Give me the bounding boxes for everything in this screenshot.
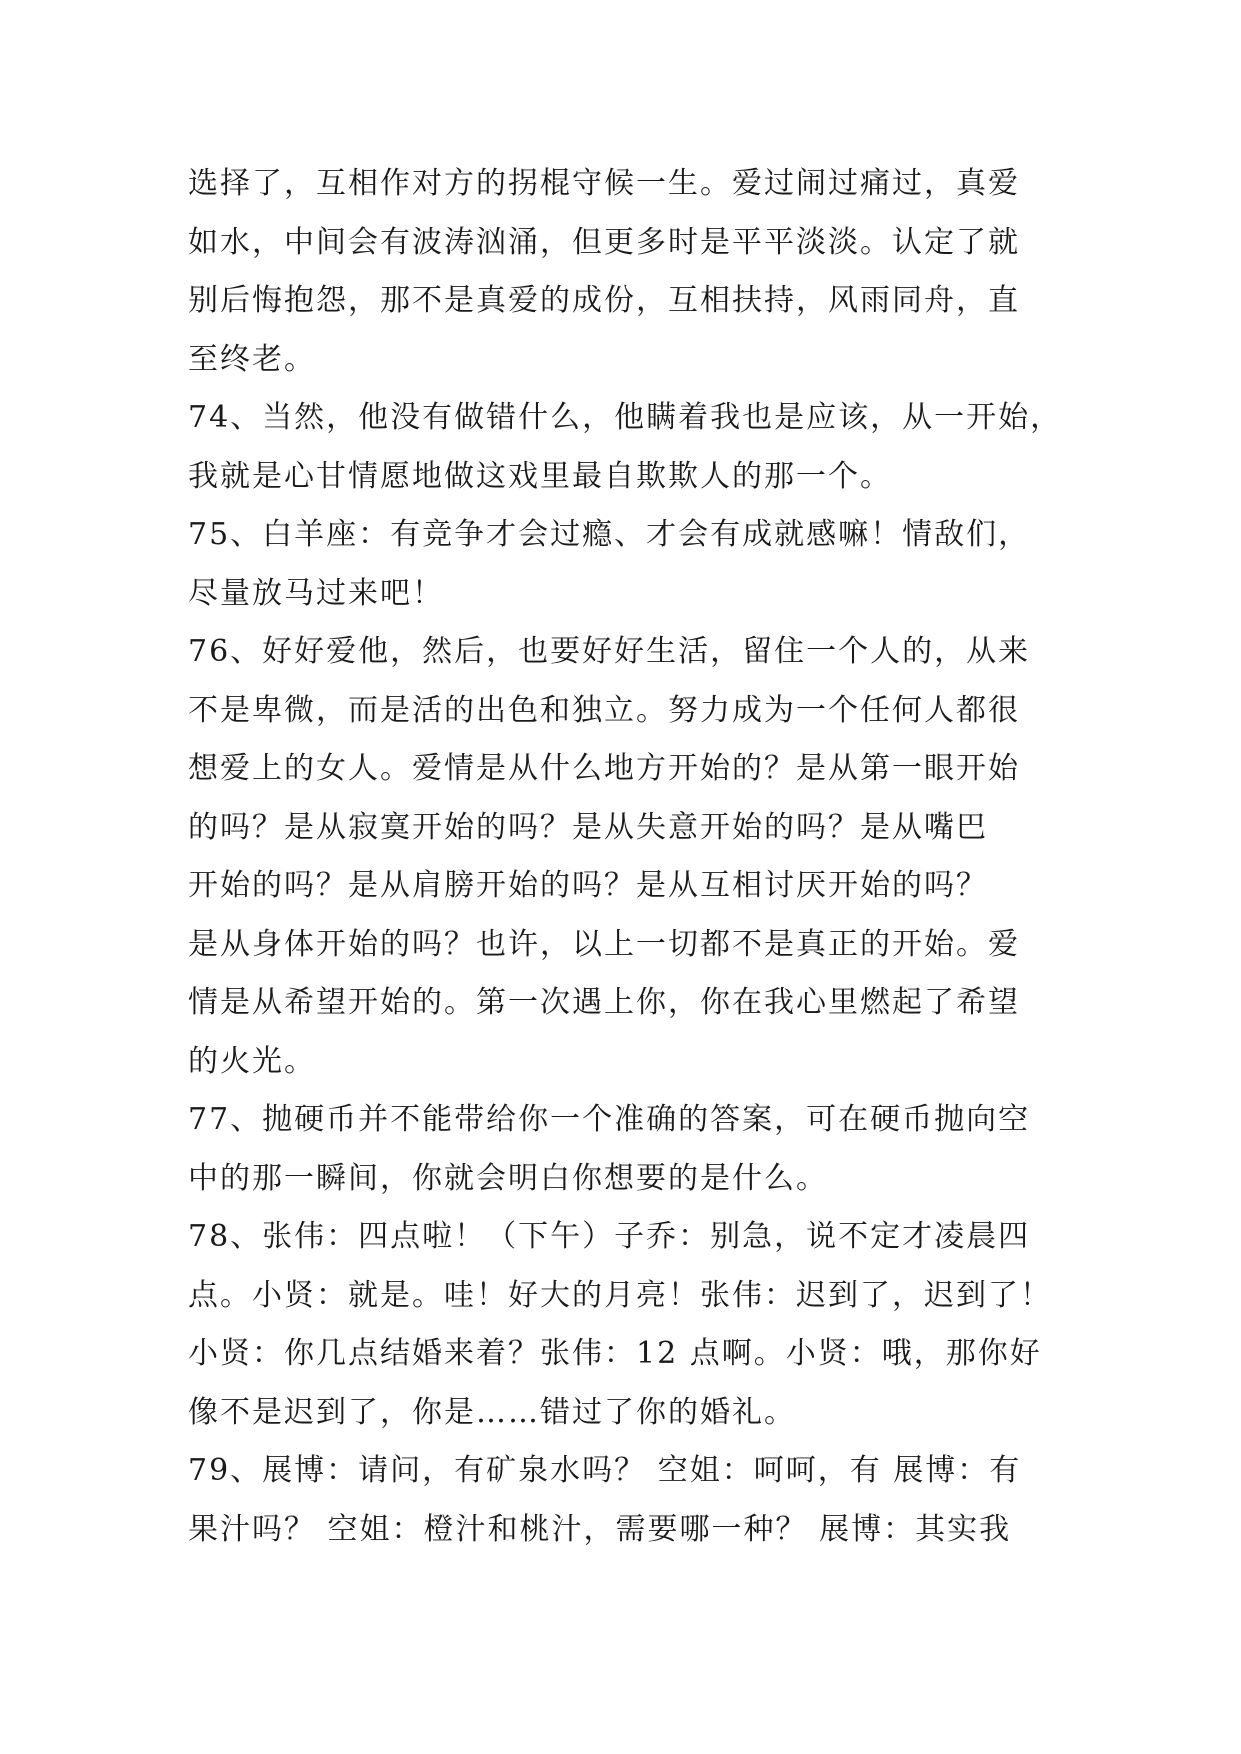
text-line: 像不是迟到了，你是……错过了你的婚礼。 <box>188 1394 796 1430</box>
text-line: 是从身体开始的吗？也许，以上一切都不是真正的开始。爱 <box>188 926 1020 962</box>
text-line: 78、张伟：四点啦！（下午）子乔：别急，说不定才凌晨四 <box>188 1219 1031 1254</box>
text-line: 果汁吗？ 空姐：橙汁和桃汁，需要哪一种？ 展博：其实我 <box>188 1511 1012 1547</box>
text-line: 76、好好爱他，然后，也要好好生活，留住一个人的，从来 <box>188 634 1031 669</box>
text-line: 74、当然，他没有做错什么，他瞒着我也是应该，从一开始， <box>188 400 1063 435</box>
text-line: 我就是心甘情愿地做这戏里最自欺欺人的那一个。 <box>188 458 892 494</box>
document-body <box>188 155 1068 1559</box>
text-line: 79、展博：请问，有矿泉水吗？ 空姐：呵呵，有 展博：有 <box>188 1453 1022 1488</box>
text-line: 点。小贤：就是。哇！好大的月亮！张伟：迟到了，迟到了！ <box>188 1277 1052 1313</box>
text-line: 尽量放马过来吧！ <box>188 575 444 611</box>
text-line: 想爱上的女人。爱情是从什么地方开始的？是从第一眼开始 <box>188 751 1020 786</box>
text-line: 的火光。 <box>188 1043 316 1079</box>
text-line: 如水，中间会有波涛汹涌，但更多时是平平淡淡。认定了就 <box>188 224 1020 260</box>
text-line: 77、抛硬币并不能带给你一个准确的答案，可在硬币抛向空 <box>188 1102 1031 1137</box>
text-line: 小贤：你几点结婚来着？张伟：12 点啊。小贤：哦，那你好 <box>188 1336 1042 1371</box>
text-line: 选择了，互相作对方的拐棍守候一生。爱过闹过痛过，真爱 <box>188 166 1020 201</box>
text-line: 开始的吗？是从肩膀开始的吗？是从互相讨厌开始的吗？ <box>188 868 988 903</box>
text-line: 不是卑微，而是活的出色和独立。努力成为一个任何人都很 <box>188 692 1020 728</box>
text-line: 中的那一瞬间，你就会明白你想要的是什么。 <box>188 1160 828 1196</box>
text-line: 75、白羊座：有竞争才会过瘾、才会有成就感嘛！情敌们， <box>188 517 1031 552</box>
text-line: 至终老。 <box>188 341 316 377</box>
text-line: 别后悔抱怨，那不是真爱的成份，互相扶持，风雨同舟，直 <box>188 283 1020 318</box>
text-line: 的吗？是从寂寞开始的吗？是从失意开始的吗？是从嘴巴 <box>188 809 988 845</box>
text-line: 情是从希望开始的。第一次遇上你，你在我心里燃起了希望 <box>188 985 1020 1020</box>
